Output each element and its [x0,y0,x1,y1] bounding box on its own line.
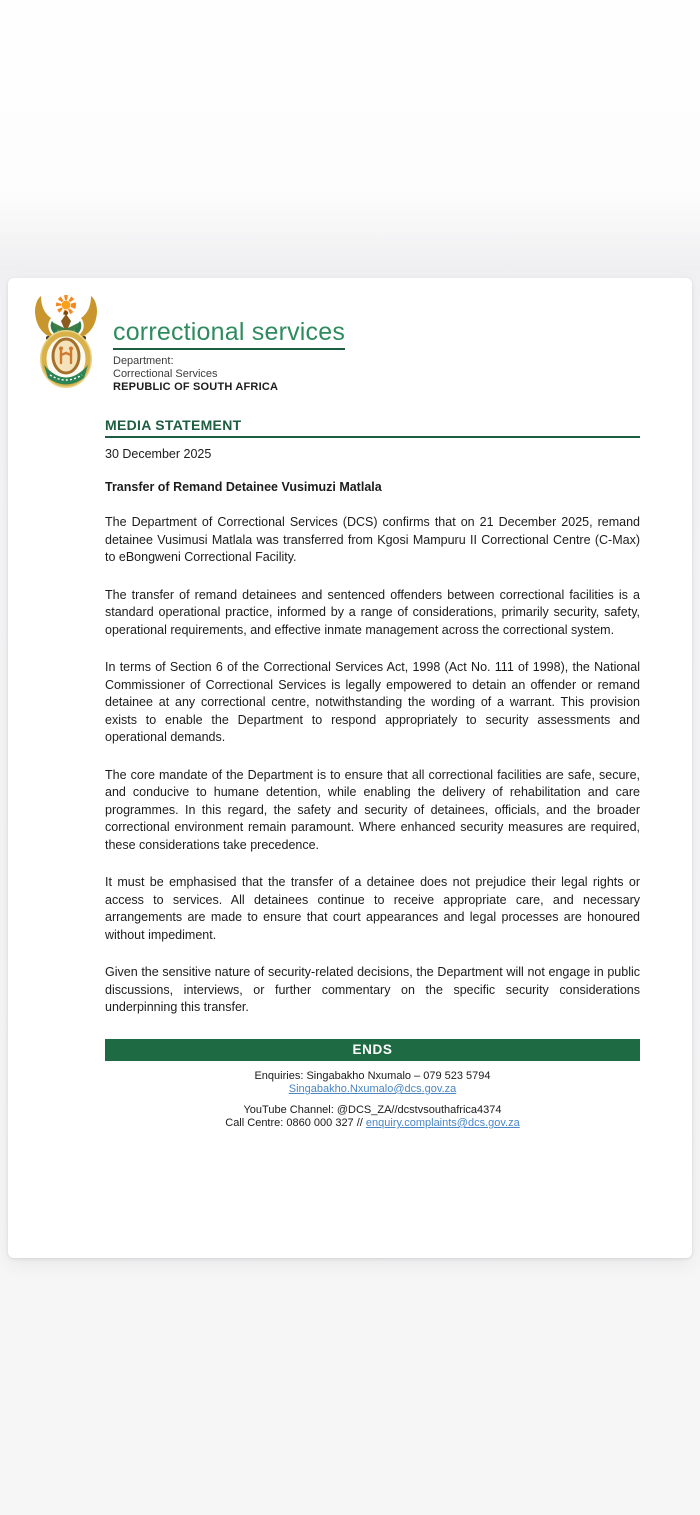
complaints-email-link[interactable]: enquiry.complaints@dcs.gov.za [365,1117,520,1129]
paragraph-3: In terms of Section 6 of the Correctional Services Act, 1998 (Act No. 111 of 1998), the National Commissioner of Correctional Services is legally empowered to detain an offender or remand detainee at any correctional centre, notwithstanding the wording of a warrant. This provision exists to enable the Department to respond appropriately to security assessments and operational demands. [105,660,640,744]
ends-banner: ENDS [105,1039,640,1061]
call-centre-text: Call Centre: 0860 000 327 // [225,1117,366,1129]
statement-title: Transfer of Remand Detainee Vusimuzi Matlala [105,480,382,494]
enquiries-line: Enquiries: Singabakho Nxumalo – 079 523 5794 [254,1069,491,1082]
paragraph-4: The core mandate of the Department is to ensure that all correctional facilities are safe, secure, and conducive to humane detention, while enabling the delivery of rehabilitation and care programmes. In this regard, the safety and security of detainees, officials, and the broader correctional environment remain paramount. Where enhanced security measures are required, these considerations take precedence. [105,767,640,852]
contact-block [105,1070,640,1131]
paragraph-5: It must be emphasised that the transfer of a detainee does not prejudice their legal rights or access to services. All detainees continue to receive appropriate care, and necessary arrangements are made to ensure that court appearances and legal processes are honoured without impediment. [105,875,640,942]
country-name: REPUBLIC OF SOUTH AFRICA [113,381,279,394]
brand-wordmark: correctional services [113,319,345,350]
statement-date: 30 December 2025 [105,447,212,461]
document-page [8,278,692,1258]
paragraph-1: The Department of Correctional Services (DCS) confirms that on 21 December 2025, remand detainee Vusimusi Matlala was transferred from Kgosi Mampuru II Correctional Centre (C-Max) to eBongweni Correctional Facility. [105,515,640,564]
media-statement-heading: MEDIA STATEMENT [105,417,640,438]
youtube-line: YouTube Channel: @DCS_ZA//dcstvsouthafrica4374 [243,1103,502,1116]
paragraph-2: The transfer of remand detainees and sentenced offenders between correctional facilities is a standard operational practice, informed by a range of considerations, primarily security, safety, operational requirements, and effective inmate management across the correctional system. [105,587,640,637]
enquiries-email-link[interactable]: Singabakho.Nxumalo@dcs.gov.za [288,1083,457,1095]
south-africa-coat-of-arms-icon [28,293,104,391]
statement-body [105,278,640,1131]
enquiries-email-line [105,1083,640,1097]
department-label: Department: [113,355,174,368]
call-centre-line [105,1117,640,1131]
department-name: Correctional Services [113,368,218,381]
paragraph-6: Given the sensitive nature of security-related decisions, the Department will not engage in public discussions, interviews, or further commentary on the specific security considerations underpinning this transfer. [105,965,640,1014]
